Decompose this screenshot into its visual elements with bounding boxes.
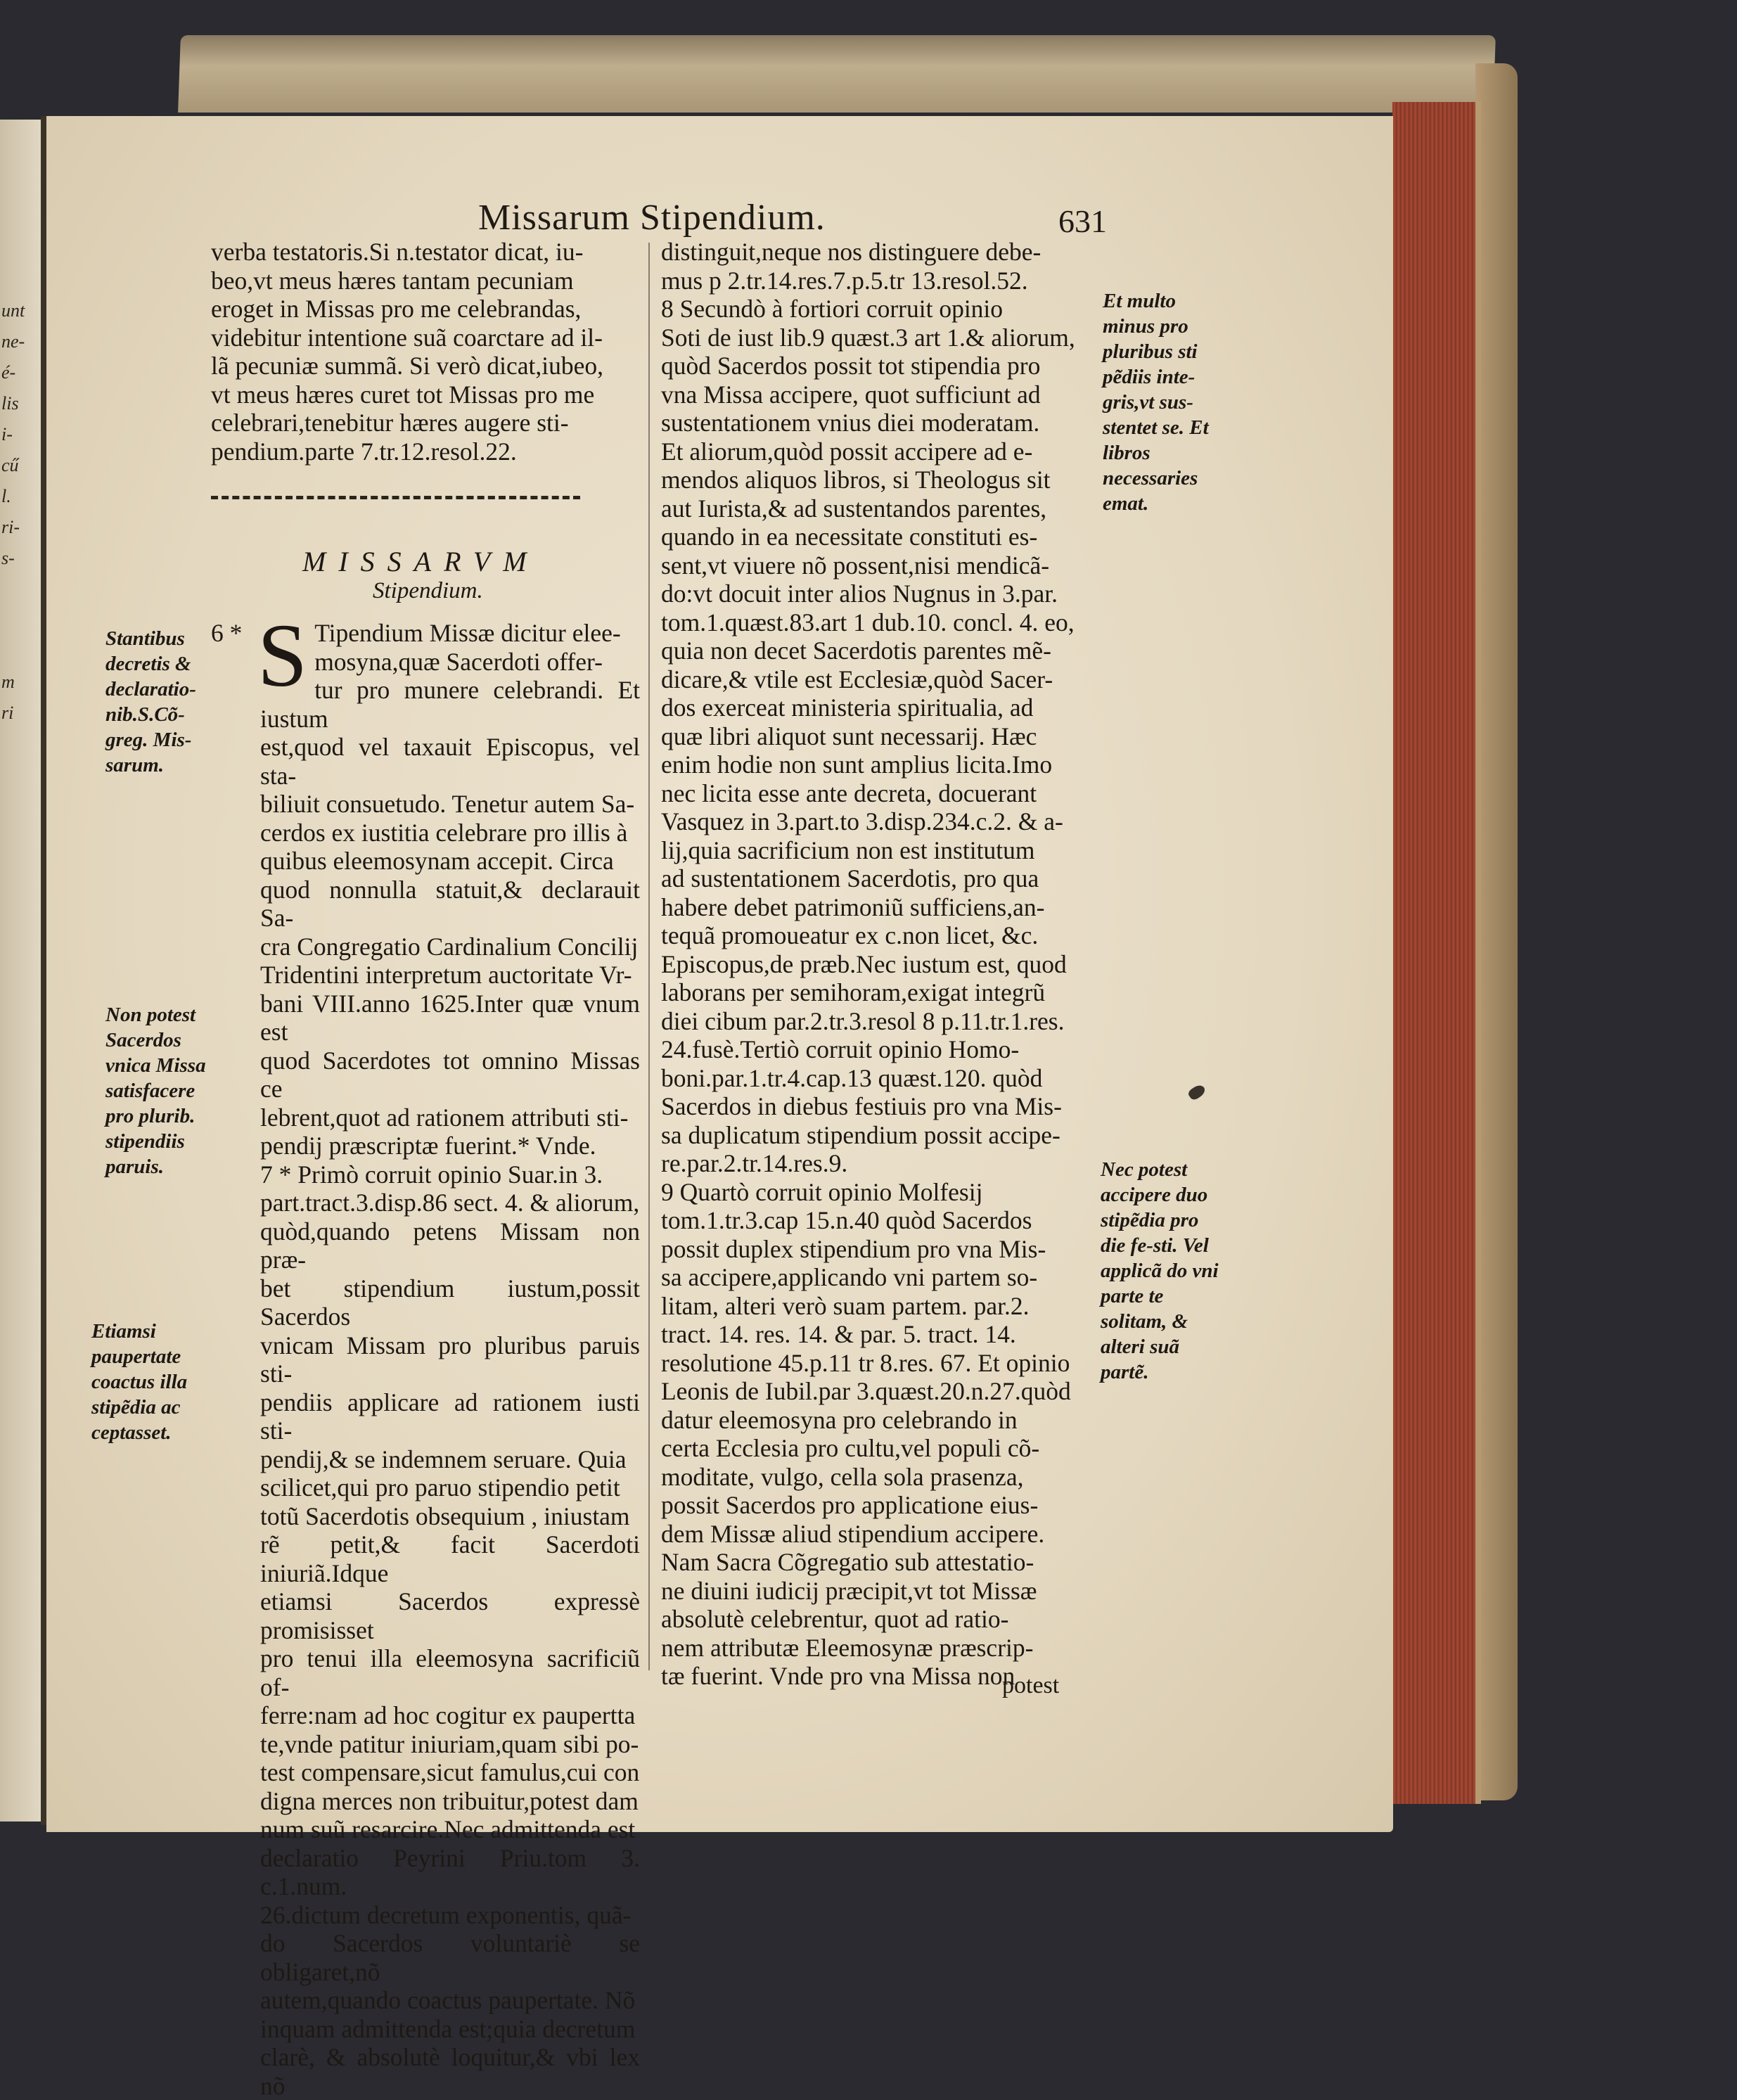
text-line: 26.dictum decretum exponentis, quã- — [260, 1900, 632, 1929]
text-line: est,quod vel taxauit Episcopus, vel sta- — [260, 733, 640, 790]
text-line: datur eleemosyna pro celebrando in — [661, 1405, 1018, 1434]
text-line: Tipendium Missæ dicitur elee- — [314, 619, 621, 647]
text-line: tæ fuerint. Vnde pro vna Missa non — [661, 1662, 1015, 1690]
text-line: lã pecuniæ summã. Si verò dicat,iubeo, — [211, 352, 604, 380]
text-line: mendos aliquos libros, si Theologus sit — [661, 466, 1051, 494]
left-page-fragment: unt — [1, 300, 25, 321]
text-line: scilicet,qui pro paruo stipendio petit — [260, 1473, 620, 1502]
text-line: cra Congregatio Cardinalium Concilij — [260, 932, 639, 961]
text-line: sa accipere,applicando vni partem so- — [661, 1263, 1038, 1291]
paragraph-number: 6 * — [211, 619, 243, 647]
text-line: quod Sacerdotes tot omnino Missas ce — [260, 1046, 640, 1103]
text-line: sa duplicatum stipendium possit accipe- — [661, 1120, 1060, 1149]
text-line: sustentationem vnius diei moderatam. — [661, 409, 1040, 437]
text-line: nec licita esse ante decreta, docuerant — [661, 779, 1037, 807]
text-line: num suũ resarcire.Nec admittenda est — [260, 1815, 636, 1843]
text-line: clarè, & absolutè loquitur,& vbi lex nõ — [260, 2043, 640, 2100]
text-line: biliuit consuetudo. Tenetur autem Sa- — [260, 790, 635, 818]
text-line: tract. 14. res. 14. & par. 5. tract. 14. — [661, 1320, 1016, 1348]
text-line: Episcopus,de præb.Nec iustum est, quod — [661, 949, 1067, 978]
left-page-fragment: lis — [1, 393, 19, 414]
text-line: bani VIII.anno 1625.Inter quæ vnum est — [260, 989, 640, 1046]
text-line: 7 * Primò corruit opinio Suar.in 3. — [260, 1160, 603, 1189]
margin-note-left-3: Etiamsi paupertate coactus illa stipẽdia ac ceptasset. — [91, 1320, 188, 1444]
text-line: pro tenui illa eleemosyna sacrificiũ of- — [260, 1644, 640, 1701]
catchword: potest — [1002, 1672, 1060, 1698]
text-line: quæ libri aliquot sunt necessarij. Hæc — [661, 722, 1037, 750]
left-page-fragment: m — [1, 672, 15, 692]
text-line: Vasquez in 3.part.to 3.disp.234.c.2. & a- — [661, 807, 1063, 835]
text-line: re.par.2.tr.14.res.9. — [661, 1149, 848, 1177]
text-line: sent,vt viuere nõ possent,nisi mendicã- — [661, 551, 1050, 580]
text-line: Sacerdos in diebus festiuis pro vna Mis- — [661, 1092, 1062, 1120]
left-page-fragment — [1, 605, 41, 636]
text-line: enim hodie non sunt amplius licita.Imo — [661, 750, 1053, 779]
text-line: pendium.parte 7.tr.12.resol.22. — [211, 437, 517, 466]
text-line: quibus eleemosynam accepit. Circa — [260, 847, 614, 875]
text-line: litam, alteri verò suam partem. par.2. — [661, 1291, 1030, 1320]
section-subtitle: Stipendium. — [373, 578, 483, 603]
left-page-fragment — [1, 636, 41, 667]
text-line: boni.par.1.tr.4.cap.13 quæst.120. quòd — [661, 1063, 1043, 1092]
paragraph-lines — [260, 619, 640, 2100]
text-line: lebrent,quot ad rationem attributi sti- — [260, 1103, 629, 1132]
text-line: lij,quia sacrificium non est institutum — [661, 835, 1035, 864]
text-line: cerdos ex iustitia celebrare pro illis à — [260, 818, 628, 847]
text-line: possit Sacerdos pro applicatione eius- — [661, 1491, 1039, 1519]
text-line: diei cibum par.2.tr.3.resol 8 p.11.tr.1.res. — [661, 1006, 1065, 1035]
text-line: Tridentini interpretum auctoritate Vr- — [260, 961, 632, 989]
text-line: tom.1.tr.3.cap 15.n.40 quòd Sacerdos — [661, 1206, 1032, 1234]
text-line: tequã promoueatur ex c.non licet, &c. — [661, 921, 1039, 949]
text-line: te,vnde patitur iniuriam,quam sibi po- — [260, 1729, 639, 1758]
text-line: celebrari,tenebitur hæres augere sti- — [211, 409, 569, 437]
margin-note-right-1: Et multo minus pro pluribus sti pẽdiis inte-gris,vt sus-stentet se. Et libros necessaries emat. — [1103, 290, 1209, 515]
text-line: certa Ecclesia pro cultu,vel populi cõ- — [661, 1434, 1040, 1462]
left-page-edge — [0, 120, 42, 1822]
text-line: vt meus hæres curet tot Missas pro me — [211, 380, 595, 409]
text-line: Et aliorum,quòd possit accipere ad e- — [661, 437, 1033, 466]
left-page-fragment: cű — [1, 455, 19, 475]
text-line: quòd Sacerdos possit tot stipendia pro — [661, 352, 1041, 380]
column-divider — [648, 243, 650, 1670]
left-page-fragment: ne- — [1, 331, 25, 352]
margin-note-left-1: Stantibus decretis & declaratio-nib.S.Cõ-greg. Mis-sarum. — [105, 627, 196, 776]
paragraph-start — [211, 606, 640, 2100]
text-line: videbitur intentione suã coarctare ad il- — [211, 323, 603, 352]
text-line: ferre:nam ad hoc cogitur ex paupertta — [260, 1701, 636, 1729]
text-line: vna Missa accipere, quot sufficiunt ad — [661, 380, 1041, 409]
text-line: dem Missæ aliud stipendium accipere. — [661, 1519, 1045, 1548]
text-line: eroget in Missas pro me celebrandas, — [211, 295, 582, 323]
text-line: dos exerceat ministeria spiritualia, ad — [661, 693, 1034, 722]
text-line: possit duplex stipendium pro vna Mis- — [661, 1234, 1046, 1263]
left-page-fragment — [1, 574, 41, 605]
text-line: quando in ea necessitate constituti es- — [661, 523, 1038, 551]
text-line: 8 Secundò à fortiori corruit opinio — [661, 295, 1004, 323]
text-line: inquam admittenda est;quia decretum — [260, 2014, 636, 2043]
text-line: ne diuini iudicij præcipit,vt tot Missæ — [661, 1576, 1037, 1605]
cover-edge — [1475, 63, 1518, 1800]
text-line: do:vt docuit inter alios Nugnus in 3.par. — [661, 580, 1058, 608]
text-line: pendij,& se indemnem seruare. Quia — [260, 1445, 627, 1473]
text-line: vnicam Missam pro pluribus paruis sti- — [260, 1331, 640, 1388]
text-line: rẽ petit,& facit Sacerdoti iniuriã.Idque — [260, 1530, 640, 1587]
text-line: mus p 2.tr.14.res.7.p.5.tr 13.resol.52. — [661, 266, 1028, 295]
text-line: absolutè celebrentur, quot ad ratio- — [661, 1605, 1009, 1633]
text-line: autem,quando coactus paupertate. Nõ — [260, 1986, 636, 2014]
text-line: habere debet patrimoniũ sufficiens,an- — [661, 892, 1045, 921]
running-head: Missarum Stipendium. — [478, 198, 826, 238]
section-divider-rule — [211, 496, 580, 499]
margin-note-right-2: Nec potest accipere duo stipẽdia pro die fe-sti. Vel applicã do vni parte te solitam, & alteri suã partẽ. — [1101, 1158, 1219, 1383]
text-line: Nam Sacra Cõgregatio sub attestatio- — [661, 1548, 1034, 1576]
text-line: Leonis de Iubil.par 3.quæst.20.n.27.quòd — [661, 1377, 1071, 1405]
text-line: pendij præscriptæ fuerint.* Vnde. — [260, 1132, 596, 1160]
text-line: pendiis applicare ad rationem iusti sti- — [260, 1388, 640, 1445]
text-line: laborans per semihoram,exigat integrũ — [661, 978, 1046, 1006]
left-column-top — [211, 238, 640, 466]
text-line: quòd,quando petens Missam non præ- — [260, 1217, 640, 1274]
text-line: ad sustentationem Sacerdotis, pro qua — [661, 864, 1039, 892]
text-line: part.tract.3.disp.86 sect. 4. & aliorum, — [260, 1189, 640, 1217]
left-page-fragment: i- — [1, 424, 13, 444]
text-line: 24.fusè.Tertiò corruit opinio Homo- — [661, 1035, 1020, 1063]
right-column — [661, 238, 1090, 1691]
left-page-fragment: l. — [1, 486, 11, 506]
text-line: bet stipendium iustum,possit Sacerdos — [260, 1274, 640, 1331]
text-line: etiamsi Sacerdos expressè promisisset — [260, 1587, 640, 1644]
text-line: tom.1.quæst.83.art 1 dub.10. concl. 4. eo, — [661, 608, 1075, 636]
text-line: declaratio Peyrini Priu.tom 3. c.1.num. — [260, 1843, 640, 1900]
text-line: resolutione 45.p.11 tr 8.res. 67. Et opinio — [661, 1348, 1070, 1377]
section-title: MISSARVM — [302, 546, 539, 577]
text-line: mosyna,quæ Sacerdoti offer- — [314, 647, 603, 676]
text-line: tur pro munere celebrandi. Et iustum — [260, 676, 640, 733]
text-line: quod nonnulla statuit,& declarauit Sa- — [260, 875, 640, 932]
left-page-fragments — [1, 295, 41, 729]
text-line: test compensare,sicut famulus,cui con — [260, 1758, 640, 1786]
text-line: 9 Quartò corruit opinio Molfesij — [661, 1177, 983, 1206]
page-number: 631 — [1058, 203, 1107, 239]
left-page-fragment: ri- — [1, 517, 20, 537]
text-line: do Sacerdos voluntariè se obligaret,nõ — [260, 1929, 640, 1986]
drop-cap: S — [257, 606, 308, 705]
text-line: moditate, vulgo, cella sola prasenza, — [661, 1462, 1024, 1491]
text-line: quia non decet Sacerdotis parentes mẽ- — [661, 636, 1051, 665]
book-top-edge — [178, 35, 1496, 113]
left-page-fragment: s- — [1, 548, 15, 568]
text-line: distinguit,neque nos distinguere debe- — [661, 238, 1041, 266]
red-fore-edge — [1392, 102, 1481, 1804]
left-page-fragment: ri — [1, 703, 14, 723]
text-line: totũ Sacerdotis obsequium , iniustam — [260, 1502, 630, 1530]
text-line: digna merces non tribuitur,potest dam — [260, 1786, 639, 1815]
text-line: beo,vt meus hæres tantam pecuniam — [211, 266, 574, 295]
text-line: Soti de iust lib.9 quæst.3 art 1.& aliorum, — [661, 323, 1075, 352]
left-column-body — [211, 606, 640, 2100]
text-line: nem attributæ Eleemosynæ præscrip- — [661, 1633, 1034, 1662]
text-line: verba testatoris.Si n.testator dicat, iu- — [211, 238, 584, 266]
margin-note-left-2: Non potest Sacerdos vnica Missa satisfacere pro plurib. stipendiis paruis. — [105, 1004, 206, 1178]
left-page-fragment: é- — [1, 362, 16, 383]
text-line: aut Iurista,& ad sustentandos parentes, — [661, 494, 1047, 523]
text-line: dicare,& vtile est Ecclesiæ,quòd Sacer- — [661, 665, 1053, 693]
